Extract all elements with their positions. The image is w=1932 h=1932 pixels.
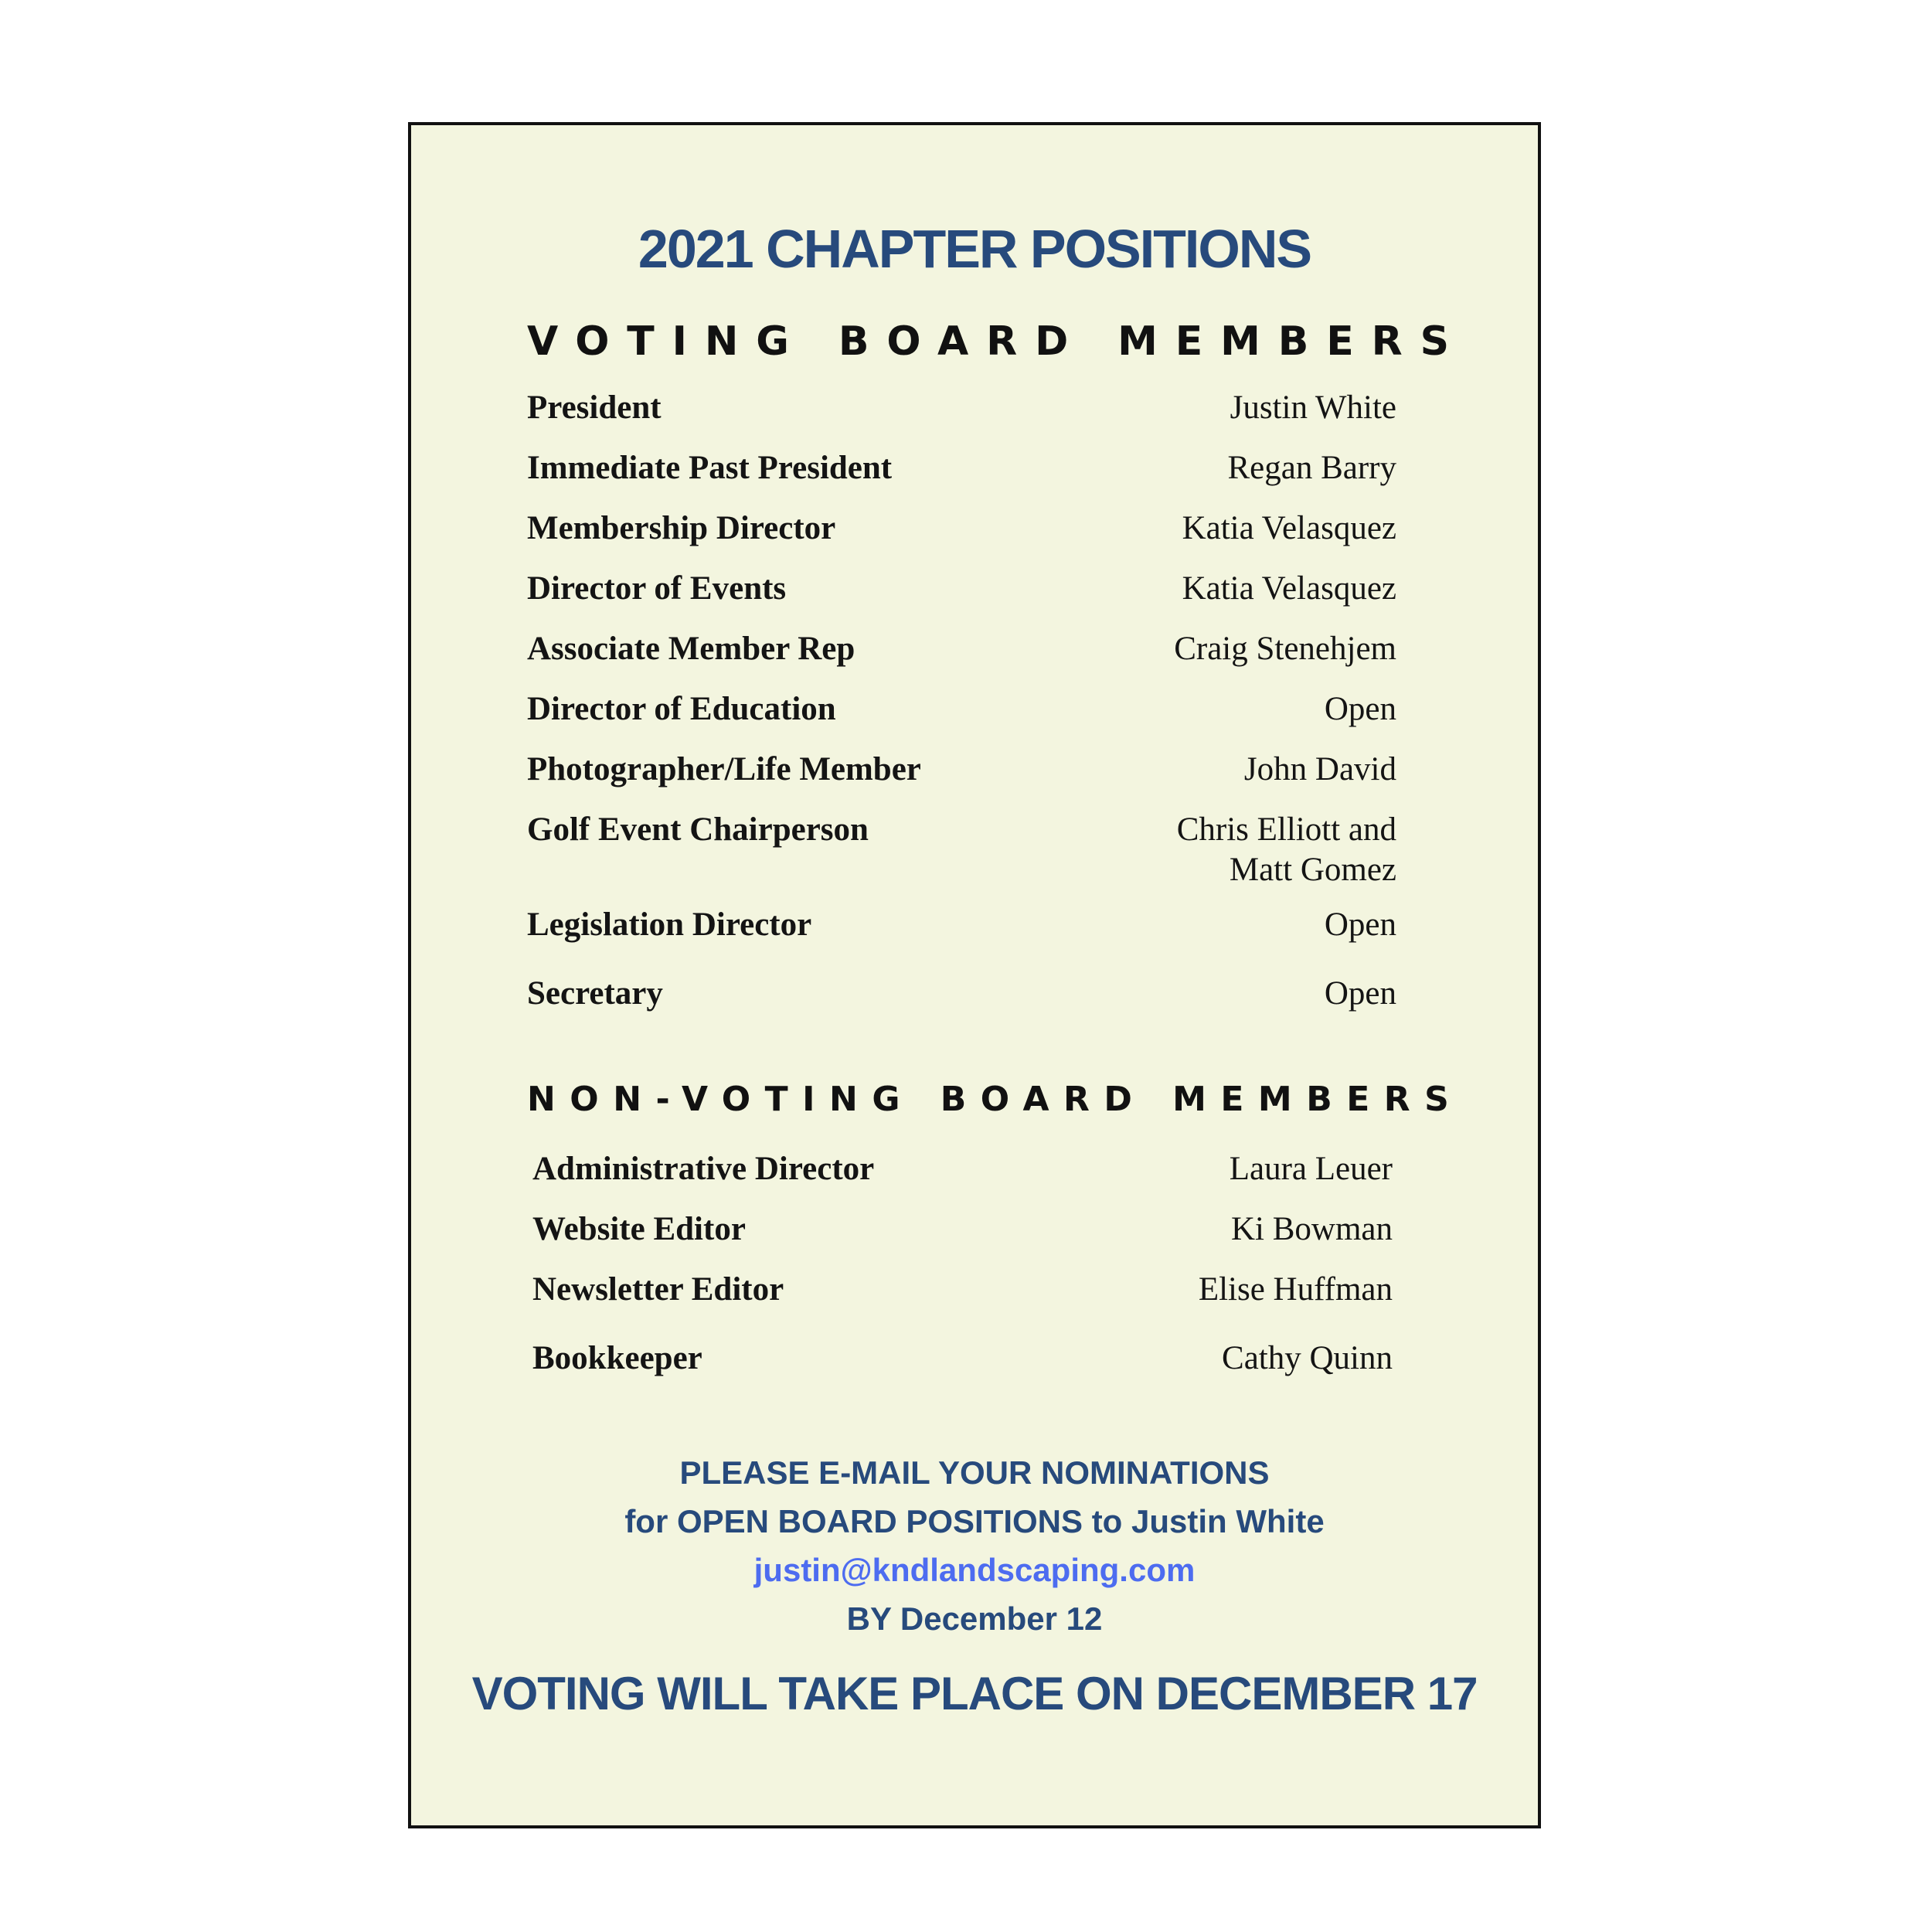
role-label: Bookkeeper (532, 1340, 702, 1376)
list-item (532, 1270, 1393, 1338)
holder-name: Open (1324, 906, 1396, 943)
holder-name: Regan Barry (1227, 450, 1396, 486)
holder-name: John David (1243, 751, 1396, 787)
role-label: Director of Education (527, 691, 836, 727)
nomination-instructions: PLEASE E-MAIL YOUR NOMINATIONS (679, 1454, 1270, 1491)
role-label: Secretary (527, 975, 663, 1012)
list-item (527, 509, 1396, 569)
list-item (532, 1209, 1393, 1270)
positions-card (408, 122, 1541, 1828)
list-item (532, 1338, 1393, 1379)
role-label: Newsletter Editor (532, 1271, 784, 1308)
role-label: Golf Event Chairperson (527, 811, 869, 848)
role-label: Immediate Past President (527, 450, 893, 486)
holder-name-line-2: Matt Gomez (1229, 852, 1396, 888)
holder-name: Open (1324, 975, 1396, 1012)
nomination-deadline: BY December 12 (846, 1600, 1103, 1637)
voting-date-banner: VOTING WILL TAKE PLACE ON DECEMBER 17 (471, 1668, 1478, 1719)
list-item (527, 569, 1396, 629)
page-title: 2021 CHAPTER POSITIONS (638, 219, 1311, 279)
role-label: Administrative Director (532, 1151, 875, 1187)
list-item (527, 750, 1396, 810)
list-item (527, 388, 1396, 448)
list-item (527, 974, 1396, 1014)
nonvoting-members-list (532, 1149, 1393, 1379)
holder-name: Craig Stenehjem (1174, 631, 1396, 667)
list-item (527, 448, 1396, 509)
holder-name: Elise Huffman (1198, 1271, 1393, 1308)
voting-members-list (527, 388, 1396, 1014)
role-label: Photographer/Life Member (527, 751, 921, 787)
voting-heading: VOTING BOARD MEMBERS (527, 318, 1467, 365)
holder-name: Laura Leuer (1229, 1151, 1393, 1187)
nomination-recipient: for OPEN BOARD POSITIONS to Justin White (624, 1503, 1325, 1539)
holder-name (1177, 810, 1396, 890)
role-label: Legislation Director (527, 906, 812, 943)
holder-name: Ki Bowman (1230, 1211, 1393, 1247)
role-label: Director of Events (527, 570, 787, 607)
list-item (527, 810, 1396, 905)
list-item (532, 1149, 1393, 1209)
holder-name-line-1: Chris Elliott and (1176, 811, 1396, 848)
holder-name: Open (1324, 691, 1396, 727)
list-item (527, 629, 1396, 689)
list-item (527, 689, 1396, 750)
role-label: Membership Director (527, 510, 836, 546)
holder-name: Justin White (1230, 389, 1396, 426)
role-label: Associate Member Rep (527, 631, 855, 667)
nonvoting-heading: NON-VOTING BOARD MEMBERS (527, 1080, 1464, 1119)
role-label: President (527, 389, 662, 426)
holder-name: Katia Velasquez (1182, 510, 1396, 546)
role-label: Website Editor (532, 1211, 746, 1247)
holder-name: Katia Velasquez (1182, 570, 1396, 607)
holder-name: Cathy Quinn (1222, 1340, 1393, 1376)
nomination-email-link[interactable]: justin@kndlandscaping.com (753, 1552, 1196, 1588)
list-item (527, 905, 1396, 974)
